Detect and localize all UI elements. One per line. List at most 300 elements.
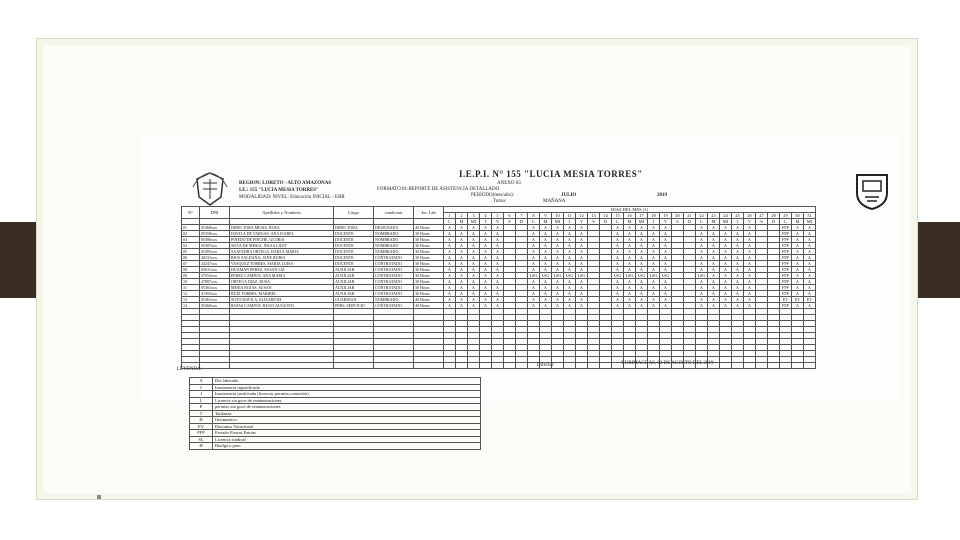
legend-description: Licencia sindical xyxy=(213,436,481,443)
attendance-mark-cell: A xyxy=(648,291,660,297)
attendance-mark-cell: A xyxy=(720,303,732,309)
day-letter-cell: J xyxy=(732,219,744,225)
attendance-mark-cell: A xyxy=(612,249,624,255)
day-number-cell: 8 xyxy=(528,213,540,219)
cell-condicion: CONTRATADO xyxy=(374,303,414,309)
attendance-mark-cell: A xyxy=(732,267,744,273)
cell-nombre: MESIA ROJAS, SUSAN xyxy=(230,285,334,291)
cell-n: 08 xyxy=(182,267,200,273)
legend-key: T xyxy=(190,410,213,417)
attendance-mark-cell: A xyxy=(744,249,756,255)
attendance-mark-cell: A xyxy=(804,243,816,249)
attendance-mark-cell: A xyxy=(456,231,468,237)
day-number-cell: 1 xyxy=(444,213,456,219)
attendance-mark-cell: A xyxy=(636,303,648,309)
attendance-mark-cell: A xyxy=(552,225,564,231)
attendance-mark-cell: A xyxy=(456,303,468,309)
attendance-mark-cell: A xyxy=(552,243,564,249)
attendance-mark-cell: FFP xyxy=(780,237,792,243)
cell-n: 11 xyxy=(182,285,200,291)
day-number-cell: 23 xyxy=(708,213,720,219)
attendance-mark-cell: A xyxy=(468,279,480,285)
attendance-mark-cell: A xyxy=(696,261,708,267)
attendance-mark-cell: A xyxy=(744,225,756,231)
attendance-mark-cell: A xyxy=(444,297,456,303)
attendance-mark-cell: A xyxy=(708,225,720,231)
attendance-mark-cell: A xyxy=(612,297,624,303)
cell-condicion: NOMBRADO xyxy=(374,243,414,249)
attendance-mark-cell: A xyxy=(444,225,456,231)
attendance-mark-cell: A xyxy=(552,267,564,273)
cell-dni: 05360xxx xyxy=(200,303,230,309)
attendance-mark-cell: A xyxy=(552,255,564,261)
day-letter-cell: M xyxy=(792,219,804,225)
cell-condicion: NOMBRADO xyxy=(374,231,414,237)
legend-key: EV xyxy=(190,423,213,430)
day-number-cell: 14 xyxy=(600,213,612,219)
attendance-mark-cell: A xyxy=(744,279,756,285)
attendance-mark-cell: LSG xyxy=(624,273,636,279)
attendance-mark-cell: A xyxy=(696,297,708,303)
shift-value: MAÑANA xyxy=(543,199,566,204)
attendance-mark-cell: A xyxy=(660,303,672,309)
attendance-mark-cell: A xyxy=(528,267,540,273)
days-header: DIAS DEL MES (1) xyxy=(444,207,816,213)
attendance-mark-cell: A xyxy=(528,303,540,309)
attendance-mark-cell: A xyxy=(552,303,564,309)
attendance-mark-cell: A xyxy=(636,225,648,231)
attendance-mark-cell: A xyxy=(624,297,636,303)
attendance-mark-cell: A xyxy=(744,243,756,249)
attendance-mark-cell: A xyxy=(792,303,804,309)
day-letter-cell: MI xyxy=(804,219,816,225)
attendance-mark-cell: A xyxy=(492,279,504,285)
attendance-mark-cell: A xyxy=(732,231,744,237)
col-number-header: N° xyxy=(182,207,200,219)
year-value: 2019 xyxy=(657,193,667,198)
attendance-mark-cell: A xyxy=(648,267,660,273)
cell-nombre: PINEDO DE PINCHE, GLORIA xyxy=(230,237,334,243)
attendance-mark-cell: A xyxy=(660,249,672,255)
cell-n: 09 xyxy=(182,273,200,279)
cell-jor: 40 Horas xyxy=(414,297,444,303)
attendance-mark-cell: A xyxy=(744,231,756,237)
attendance-mark-cell: A xyxy=(528,285,540,291)
col-condicion-header: condicion xyxy=(374,207,414,219)
cell-dni: 41393xxx xyxy=(200,291,230,297)
attendance-mark-cell: A xyxy=(444,279,456,285)
attendance-mark-cell: A xyxy=(804,303,816,309)
cell-condicion: CONTRATADO xyxy=(374,261,414,267)
empty-table-row xyxy=(182,363,816,369)
day-letter-cell: S xyxy=(588,219,600,225)
attendance-mark-cell: A xyxy=(732,249,744,255)
cell-condicion: CONTRATADO xyxy=(374,255,414,261)
attendance-mark-cell: A xyxy=(660,285,672,291)
attendance-mark-cell: A xyxy=(804,249,816,255)
attendance-mark-cell: A xyxy=(708,291,720,297)
cell-nombre: VASQUEZ TORRES, MARIA LUISA xyxy=(230,261,334,267)
cell-n: 02 xyxy=(182,231,200,237)
attendance-mark-cell: FFP xyxy=(780,279,792,285)
attendance-mark-cell: A xyxy=(792,261,804,267)
legend-description: Inasistencia justificada (licencia, permiso,comisión) xyxy=(213,391,481,398)
attendance-mark-cell: A xyxy=(732,291,744,297)
attendance-mark-cell: A xyxy=(696,249,708,255)
cell-cargo: DOCENTE xyxy=(334,261,374,267)
legend-key: H xyxy=(190,417,213,424)
attendance-mark-cell: A xyxy=(708,279,720,285)
col-dni-header: DNI xyxy=(200,207,230,219)
cell-jor: 30 Horas xyxy=(414,291,444,297)
attendance-mark-cell: A xyxy=(624,249,636,255)
day-number-cell: 4 xyxy=(480,213,492,219)
day-number-cell: 20 xyxy=(672,213,684,219)
attendance-mark-cell: A xyxy=(744,237,756,243)
cell-dni: 05387xxx xyxy=(200,243,230,249)
attendance-mark-cell: A xyxy=(720,261,732,267)
attendance-mark-cell: FFP xyxy=(780,303,792,309)
day-letter-cell: J xyxy=(648,219,660,225)
attendance-mark-cell: A xyxy=(576,297,588,303)
attendance-mark-cell: EV xyxy=(792,297,804,303)
attendance-mark-cell: A xyxy=(636,261,648,267)
cell-jor: 30 Horas xyxy=(414,231,444,237)
attendance-mark-cell: A xyxy=(708,231,720,237)
attendance-mark-cell: A xyxy=(540,261,552,267)
attendance-mark-cell: A xyxy=(552,237,564,243)
attendance-mark-cell: A xyxy=(804,291,816,297)
attendance-mark-cell: A xyxy=(792,255,804,261)
day-letter-cell: V xyxy=(576,219,588,225)
attendance-mark-cell: A xyxy=(564,267,576,273)
attendance-mark-cell: FFP xyxy=(780,273,792,279)
legend-key: J xyxy=(190,391,213,398)
attendance-mark-cell: A xyxy=(540,249,552,255)
attendance-mark-cell: A xyxy=(576,267,588,273)
cell-condicion: CONTRATADO xyxy=(374,285,414,291)
cell-n: 10 xyxy=(182,279,200,285)
legend-key: SL xyxy=(190,436,213,443)
attendance-mark-cell: A xyxy=(708,303,720,309)
attendance-mark-cell: A xyxy=(648,231,660,237)
attendance-mark-cell: LSG xyxy=(540,273,552,279)
cell-jor: 30 Horas xyxy=(414,273,444,279)
cell-dni: 40231xxx xyxy=(200,255,230,261)
col-cargo-header: Cargo xyxy=(334,207,374,219)
attendance-mark-cell: A xyxy=(552,279,564,285)
cell-cargo: DOCENTE xyxy=(334,237,374,243)
attendance-mark-cell: A xyxy=(708,267,720,273)
attendance-mark-cell: A xyxy=(540,291,552,297)
attendance-mark-cell: A xyxy=(528,231,540,237)
day-letter-cell: L xyxy=(780,219,792,225)
attendance-mark-cell: A xyxy=(564,237,576,243)
day-letter-cell: M xyxy=(624,219,636,225)
attendance-mark-cell: A xyxy=(708,297,720,303)
attendance-mark-cell: A xyxy=(576,249,588,255)
attendance-mark-cell: A xyxy=(744,261,756,267)
attendance-mark-cell: A xyxy=(612,285,624,291)
legend-key: FFP xyxy=(190,430,213,437)
month-value: JULIO xyxy=(561,193,577,198)
attendance-mark-cell: A xyxy=(540,279,552,285)
attendance-mark-cell: EV xyxy=(780,297,792,303)
cell-condicion: CONTRATADO xyxy=(374,279,414,285)
attendance-mark-cell: A xyxy=(444,261,456,267)
attendance-mark-cell: A xyxy=(624,255,636,261)
day-number-cell: 12 xyxy=(576,213,588,219)
attendance-mark-cell: FFP xyxy=(780,261,792,267)
legend-description: Tardanza xyxy=(213,410,481,417)
attendance-mark-cell: A xyxy=(540,297,552,303)
cell-nombre: RUIZ TORRES, MARIBEL xyxy=(230,291,334,297)
attendance-mark-cell: A xyxy=(804,285,816,291)
day-letter-cell: L xyxy=(696,219,708,225)
attendance-mark-cell: A xyxy=(792,225,804,231)
attendance-mark-cell: A xyxy=(708,249,720,255)
attendance-mark-cell: A xyxy=(732,255,744,261)
attendance-mark-cell: A xyxy=(636,237,648,243)
attendance-mark-cell: A xyxy=(660,237,672,243)
legend-key: H xyxy=(190,443,213,450)
attendance-mark-cell: A xyxy=(468,231,480,237)
attendance-mark-cell: A xyxy=(456,225,468,231)
attendance-mark-cell: A xyxy=(720,225,732,231)
attendance-mark-cell: A xyxy=(624,243,636,249)
col-jornada-header: Jor. Lab xyxy=(414,207,444,219)
cell-n: 14 xyxy=(182,303,200,309)
attendance-mark-cell: A xyxy=(720,267,732,273)
cell-n: 01 xyxy=(182,225,200,231)
day-letter-cell: V xyxy=(660,219,672,225)
scan-speck xyxy=(97,495,101,499)
cell-jor: 30 Horas xyxy=(414,261,444,267)
cell-dni: 05361xxx xyxy=(200,285,230,291)
attendance-mark-cell: A xyxy=(612,225,624,231)
attendance-mark-cell: A xyxy=(660,297,672,303)
attendance-mark-cell: A xyxy=(492,231,504,237)
attendance-mark-cell: A xyxy=(792,285,804,291)
attendance-mark-cell: A xyxy=(732,243,744,249)
attendance-mark-cell: A xyxy=(468,285,480,291)
attendance-mark-cell: A xyxy=(612,237,624,243)
attendance-mark-cell: A xyxy=(480,237,492,243)
school-shield-icon xyxy=(853,171,891,211)
attendance-mark-cell: A xyxy=(660,231,672,237)
attendance-mark-cell: A xyxy=(708,237,720,243)
attendance-mark-cell: A xyxy=(468,255,480,261)
attendance-mark-cell: A xyxy=(468,273,480,279)
attendance-mark-cell: A xyxy=(492,225,504,231)
attendance-mark-cell: A xyxy=(792,243,804,249)
attendance-mark-cell: A xyxy=(732,297,744,303)
left-dark-band xyxy=(0,222,36,298)
cell-nombre: DAVILA DE VARGAS, ANA ISABEL xyxy=(230,231,334,237)
legend-description: Licencia sin goce de remuneraciones xyxy=(213,397,481,404)
attendance-mark-cell: A xyxy=(456,249,468,255)
cell-cargo: DIRECTORA xyxy=(334,225,374,231)
cell-cargo: AUXILIAR xyxy=(334,279,374,285)
cell-n: 04 xyxy=(182,243,200,249)
modalidad-line: MODALIDAD/ NIVEL: Educación INICIAL - EBR xyxy=(239,195,345,200)
day-letter-cell: S xyxy=(672,219,684,225)
cell-jor: 30 Horas xyxy=(414,279,444,285)
attendance-mark-cell: A xyxy=(456,255,468,261)
attendance-mark-cell: A xyxy=(660,261,672,267)
attendance-mark-cell: A xyxy=(576,303,588,309)
attendance-mark-cell: A xyxy=(612,255,624,261)
attendance-mark-cell: A xyxy=(720,237,732,243)
attendance-mark-cell: LSG xyxy=(660,273,672,279)
cell-condicion: NOMBRADO xyxy=(374,297,414,303)
cell-cargo: AUXILIAR xyxy=(334,273,374,279)
cell-nombre: SOTO DAVILA, ELIZABETH xyxy=(230,297,334,303)
legend-description: Día laborado xyxy=(213,378,481,385)
attendance-mark-cell: A xyxy=(792,267,804,273)
cell-dni: 05386xxx xyxy=(200,237,230,243)
cell-n: 12 xyxy=(182,291,200,297)
attendance-mark-cell: A xyxy=(468,243,480,249)
attendance-mark-cell: A xyxy=(456,291,468,297)
attendance-mark-cell: A xyxy=(528,237,540,243)
cell-cargo: AUXILIAR xyxy=(334,291,374,297)
attendance-mark-cell: A xyxy=(444,237,456,243)
attendance-mark-cell: A xyxy=(444,273,456,279)
attendance-mark-cell: A xyxy=(804,231,816,237)
attendance-mark-cell: A xyxy=(660,279,672,285)
day-number-cell: 15 xyxy=(612,213,624,219)
legend-description: Descanso Vacacional xyxy=(213,423,481,430)
cell-nombre: SILVA DE MESIA, NILSA LILET xyxy=(230,243,334,249)
signature-label: Director xyxy=(537,363,554,368)
attendance-mark-cell: A xyxy=(612,261,624,267)
cell-cargo: DOCENTE xyxy=(334,243,374,249)
attendance-mark-cell: A xyxy=(480,243,492,249)
attendance-mark-cell: A xyxy=(528,279,540,285)
attendance-mark-cell: A xyxy=(492,249,504,255)
attendance-mark-cell: A xyxy=(492,267,504,273)
attendance-mark-cell: A xyxy=(624,303,636,309)
cell-condicion: NOMBRADO xyxy=(374,249,414,255)
cell-n: 03 xyxy=(182,237,200,243)
attendance-mark-cell: A xyxy=(696,303,708,309)
peru-coat-of-arms-icon xyxy=(191,169,229,209)
attendance-mark-cell: A xyxy=(492,255,504,261)
attendance-mark-cell: FFP xyxy=(780,267,792,273)
attendance-mark-cell: A xyxy=(732,261,744,267)
attendance-mark-cell: LSG xyxy=(696,273,708,279)
cell-jor: 30 Horas xyxy=(414,285,444,291)
attendance-mark-cell: A xyxy=(804,267,816,273)
attendance-mark-cell: A xyxy=(636,255,648,261)
cell-nombre: RIOS SALDAÑA, JANE RUBIA xyxy=(230,255,334,261)
attendance-mark-cell: A xyxy=(480,225,492,231)
attendance-mark-cell: FFP xyxy=(780,243,792,249)
attendance-mark-cell: A xyxy=(624,285,636,291)
attendance-mark-cell: A xyxy=(480,297,492,303)
cell-cargo: GUARDIAN xyxy=(334,297,374,303)
attendance-mark-cell: A xyxy=(576,243,588,249)
col-name-header: Apellidos y Nombres xyxy=(230,207,334,219)
attendance-mark-cell: A xyxy=(660,255,672,261)
cell-dni: 47887xxx xyxy=(200,279,230,285)
cell-dni: 44247xxx xyxy=(200,261,230,267)
cell-cargo: AUXILIAR xyxy=(334,285,374,291)
day-letter-cell: V xyxy=(492,219,504,225)
attendance-mark-cell: LSG xyxy=(576,273,588,279)
day-letter-cell: MI xyxy=(468,219,480,225)
attendance-mark-cell: A xyxy=(744,285,756,291)
attendance-mark-cell: A xyxy=(720,231,732,237)
cell-cargo: DOCENTE xyxy=(334,231,374,237)
attendance-mark-cell: A xyxy=(552,249,564,255)
cell-dni: 05368xxx xyxy=(200,225,230,231)
attendance-mark-cell: LSG xyxy=(612,273,624,279)
legend-title: LEYENDA: xyxy=(177,367,202,372)
attendance-mark-cell: A xyxy=(648,225,660,231)
attendance-mark-cell: A xyxy=(804,273,816,279)
attendance-mark-cell: A xyxy=(612,267,624,273)
attendance-mark-cell: A xyxy=(660,291,672,297)
ie-line: I.E.: 155 "LUCIA MESIA TORRES" xyxy=(239,188,319,193)
day-letter-cell: MI xyxy=(636,219,648,225)
attendance-mark-cell: A xyxy=(636,249,648,255)
attendance-mark-cell: A xyxy=(720,243,732,249)
attendance-mark-cell: A xyxy=(528,261,540,267)
day-number-cell: 31 xyxy=(804,213,816,219)
attendance-mark-cell: A xyxy=(624,261,636,267)
day-number-cell: 27 xyxy=(756,213,768,219)
cell-dni: 05611xxx xyxy=(200,267,230,273)
attendance-mark-cell: A xyxy=(540,225,552,231)
attendance-mark-cell: A xyxy=(732,273,744,279)
attendance-mark-cell: EV xyxy=(804,297,816,303)
attendance-mark-cell: A xyxy=(468,297,480,303)
attendance-mark-cell: A xyxy=(576,291,588,297)
cell-jor: 30 Horas xyxy=(414,249,444,255)
legend-row xyxy=(190,443,481,450)
legend-key: I xyxy=(190,384,213,391)
attendance-mark-cell: A xyxy=(696,255,708,261)
attendance-mark-cell: A xyxy=(612,243,624,249)
attendance-mark-cell: A xyxy=(792,291,804,297)
attendance-mark-cell: A xyxy=(648,261,660,267)
scanned-attendance-sheet xyxy=(141,133,901,448)
attendance-mark-cell: A xyxy=(528,297,540,303)
day-number-cell: 16 xyxy=(624,213,636,219)
attendance-mark-cell: A xyxy=(564,255,576,261)
day-letter-cell: M xyxy=(540,219,552,225)
cell-jor: 40 Horas xyxy=(414,225,444,231)
cell-nombre: ORTEGA DIAZ, ROSA xyxy=(230,279,334,285)
attendance-mark-cell: A xyxy=(564,279,576,285)
attendance-mark-cell: A xyxy=(804,237,816,243)
day-letter-cell: L xyxy=(528,219,540,225)
cell-cargo: DOCENTE xyxy=(334,249,374,255)
attendance-mark-cell: LSG xyxy=(648,273,660,279)
attendance-mark-cell: A xyxy=(696,267,708,273)
attendance-mark-cell: A xyxy=(480,249,492,255)
attendance-mark-cell: A xyxy=(792,231,804,237)
attendance-mark-cell: FFP xyxy=(780,249,792,255)
attendance-mark-cell: A xyxy=(744,303,756,309)
cell-cargo: AUXILIAR xyxy=(334,267,374,273)
attendance-mark-cell: A xyxy=(624,225,636,231)
attendance-mark-cell: A xyxy=(636,231,648,237)
day-letter-cell: D xyxy=(768,219,780,225)
attendance-mark-cell: A xyxy=(444,249,456,255)
